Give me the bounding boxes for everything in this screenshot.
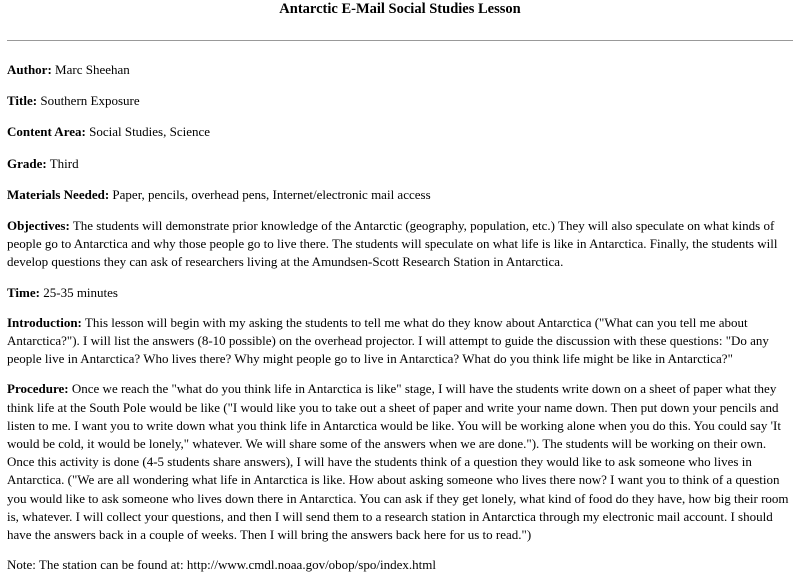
station-link[interactable]: http://www.cmdl.noaa.gov/obop/spo/index.html [186,557,436,573]
field-label: Time: [7,284,40,300]
author-field [7,61,796,79]
field-label: Procedure: [7,381,69,397]
lesson-content [7,61,796,587]
field-label: Content Area: [7,124,86,140]
field-label: Grade: [7,155,47,171]
field-label: Author: [7,62,52,77]
divider [7,40,793,41]
field-value: The students will demonstrate prior knowledge of the Antarctic (geography, population, etc.) They will also speculate on what kinds of people go to Antarctica and why those people go to live there. The students will speculate on what life is like in Antarctica. Finally, the students will develop questions they can ask of researchers living at the Amundsen-Scott Research Station in Antarctica. [7,218,778,270]
field-label: Objectives: [7,218,70,234]
objectives-field [7,217,796,272]
title-field [7,92,796,110]
content-area-field [7,123,796,141]
field-label: Materials Needed: [7,186,110,202]
field-value: Third [46,155,79,171]
field-label: Introduction: [7,314,82,330]
field-value: Marc Sheehan [51,62,130,77]
materials-field [7,186,796,204]
note-line [7,556,796,574]
page-title: Antarctic E-Mail Social Studies Lesson [279,1,521,17]
introduction-field [7,314,796,369]
field-value: 25-35 minutes [39,284,118,300]
grade-field [7,155,796,173]
time-field [7,284,796,302]
field-value: Once we reach the "what do you think life in Antarctica is like" stage, I will have the students write down on a sheet of paper what they think life at the South Pole would be like ("I would like you to take out a sheet of paper and write your name down. Then put down your pencils and listen to me. I want you to write down what you think life in Antarctica would be like. You will be working alone when you do this. You could say 'It would be cold, it would be lonely," whatever. We will share some of the answers when we are done."). The students will be working on their own. Once this activity is done (4-5 students share answers), I will have the students think of a question they would like to ask someone who lives in Antarctica. ("We are all wondering what life in Antarctica is like. How about asking someone who lives there now? I want you to think of a question you would like to ask someone who lives down there in Antarctica. You can ask if they get lonely, what kind of food do they have, how big their room is, whatever. I will collect your questions, and then I will send them to a research station in Antarctica through my electronic mail account. I should have the answers back in a couple of weeks. Then I will bring the answers back here for us to read.") [7,381,789,543]
field-value: This lesson will begin with my asking the students to tell me what do they know about Antarctica ("What can you tell me about Antarctica?"). I will list the answers (8-10 possible) on the overhead projector. I will attempt to guide the discussion with these questions: "Do any people live in Antarctica? Who lives there? Why might people go to live in Antarctica? What do you think life might be like in Antarctica?" [7,314,769,367]
field-value: Paper, pencils, overhead pens, Internet/electronic mail access [109,186,431,202]
field-value: Social Studies, Science [85,124,211,140]
procedure-field [7,380,796,544]
field-value: Southern Exposure [37,93,140,109]
field-label: Title: [7,93,38,109]
note-text: Note: The station can be found at: [7,557,187,573]
